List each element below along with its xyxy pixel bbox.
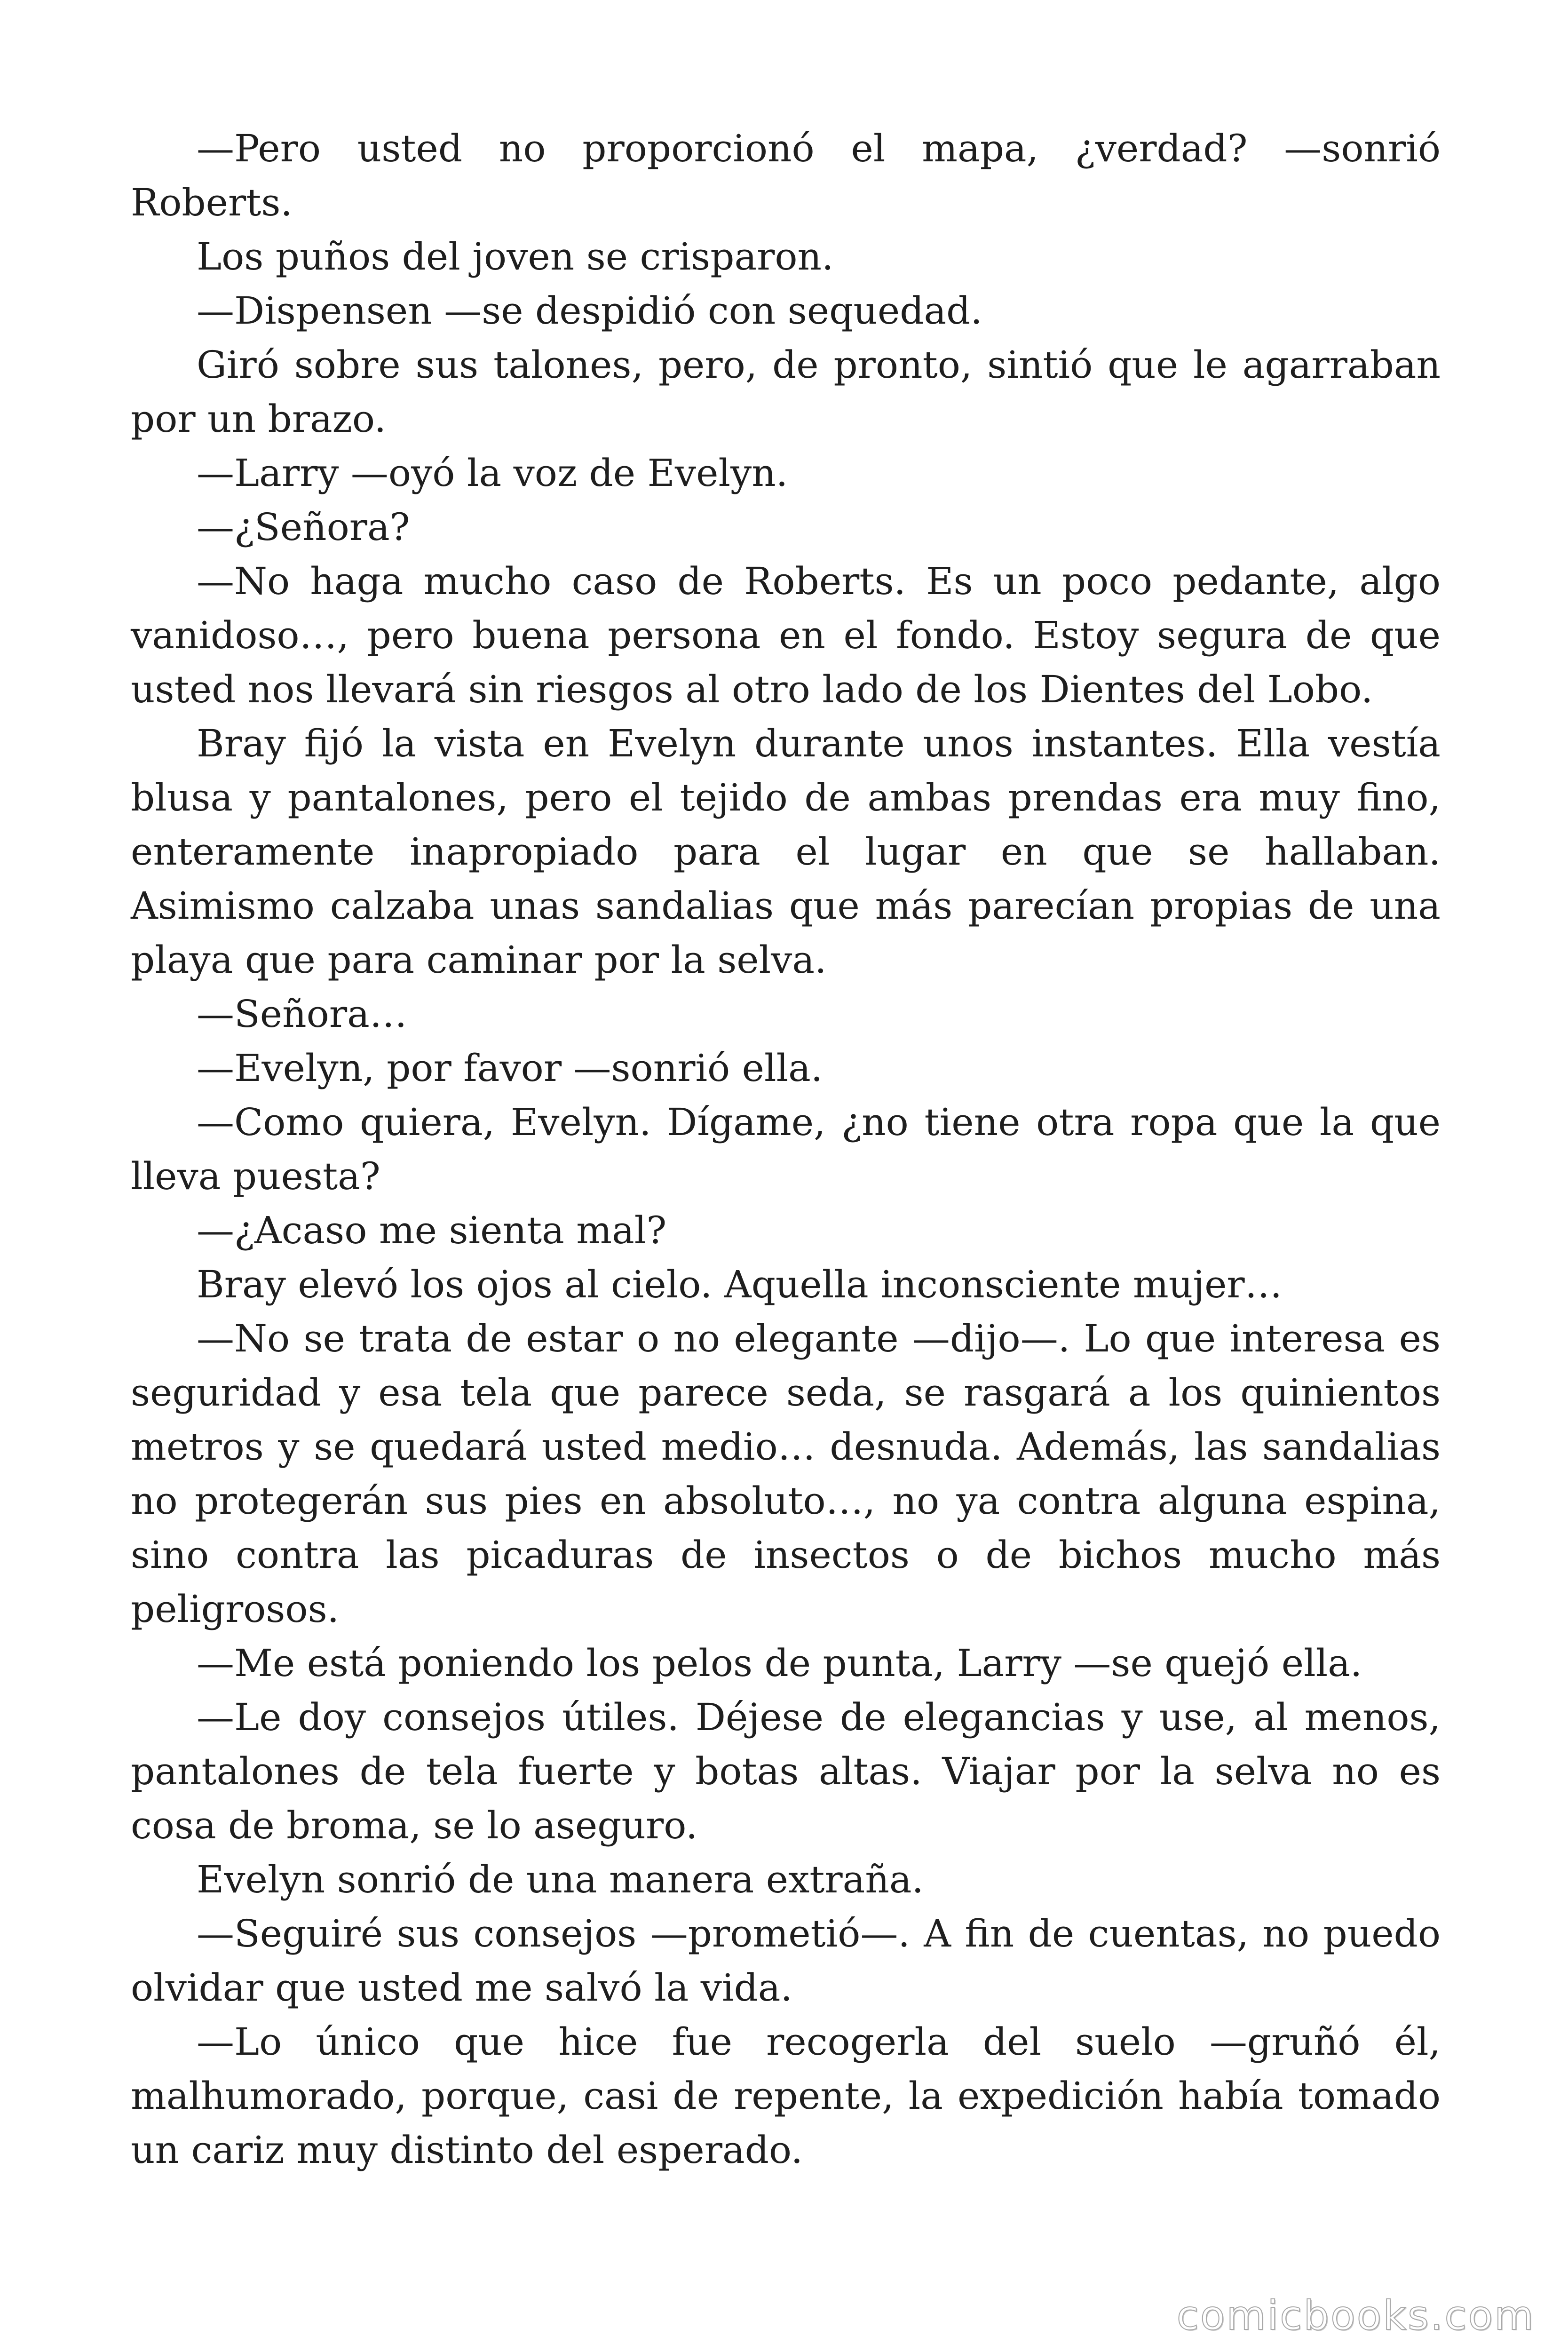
paragraph: Evelyn sonrió de una manera extraña. (197, 1858, 924, 1901)
paragraph: —Como quiera, Evelyn. Dígame, ¿no tiene otra ropa que la que lleva puesta? (131, 1100, 1441, 1198)
paragraph: Bray fijó la vista en Evelyn durante unos instantes. Ella vestía blusa y pantalones, pero el tejido de ambas prendas era muy fino, enteramente inapropiado para el lugar en que se hallaban. Asimismo calzaba unas sandalias que más parecían propias de una playa que para caminar por la selva. (131, 722, 1441, 982)
paragraph: —No haga mucho caso de Roberts. Es un poco pedante, algo vanidoso…, pero buena persona en el fondo. Estoy segura de que usted nos llevará sin riesgos al otro lado de los Dientes del Lobo. (131, 559, 1441, 711)
paragraph: Bray elevó los ojos al cielo. Aquella inconsciente mujer… (197, 1263, 1283, 1306)
paragraph: —Me está poniendo los pelos de punta, Larry —se quejó ella. (197, 1641, 1362, 1685)
paragraph: —Dispensen —se despidió con sequedad. (197, 289, 982, 333)
paragraph: —Señora… (197, 992, 407, 1036)
paragraph: —Evelyn, por favor —sonrió ella. (197, 1046, 823, 1090)
paragraph: —Seguiré sus consejos —prometió—. A fin de cuentas, no puedo olvidar que usted me salvó la vida. (131, 1912, 1441, 2010)
paragraph: Giró sobre sus talones, pero, de pronto, sintió que le agarraban por un brazo. (131, 343, 1441, 441)
paragraph: —No se trata de estar o no elegante —dijo—. Lo que interesa es seguridad y esa tela que parece seda, se rasgará a los quinientos metros y se quedará usted medio… desnuda. Además, las sandalias no protegerán sus pies en absoluto…, no ya contra alguna espina, sino contra las picaduras de insectos o de bichos mucho más peligrosos. (131, 1317, 1441, 1631)
paragraph: —Pero usted no proporcionó el mapa, ¿verdad? —sonrió Roberts. (131, 127, 1441, 224)
paragraph: —¿Señora? (197, 505, 410, 549)
paragraph: —¿Acaso me sienta mal? (197, 1208, 667, 1252)
paragraph: —Le doy consejos útiles. Déjese de elegancias y use, al menos, pantalones de tela fuerte y botas altas. Viajar por la selva no es cosa de broma, se lo aseguro. (131, 1695, 1441, 1847)
paragraph: —Larry —oyó la voz de Evelyn. (197, 451, 788, 495)
paragraph: Los puños del joven se crisparon. (197, 235, 834, 278)
page-text (131, 121, 1441, 2177)
paragraph: —Lo único que hice fue recogerla del suelo —gruñó él, malhumorado, porque, casi de repente, la expedición había tomado un cariz muy distinto del esperado. (131, 2020, 1441, 2172)
watermark: comicbooks.com (1176, 2292, 1535, 2339)
